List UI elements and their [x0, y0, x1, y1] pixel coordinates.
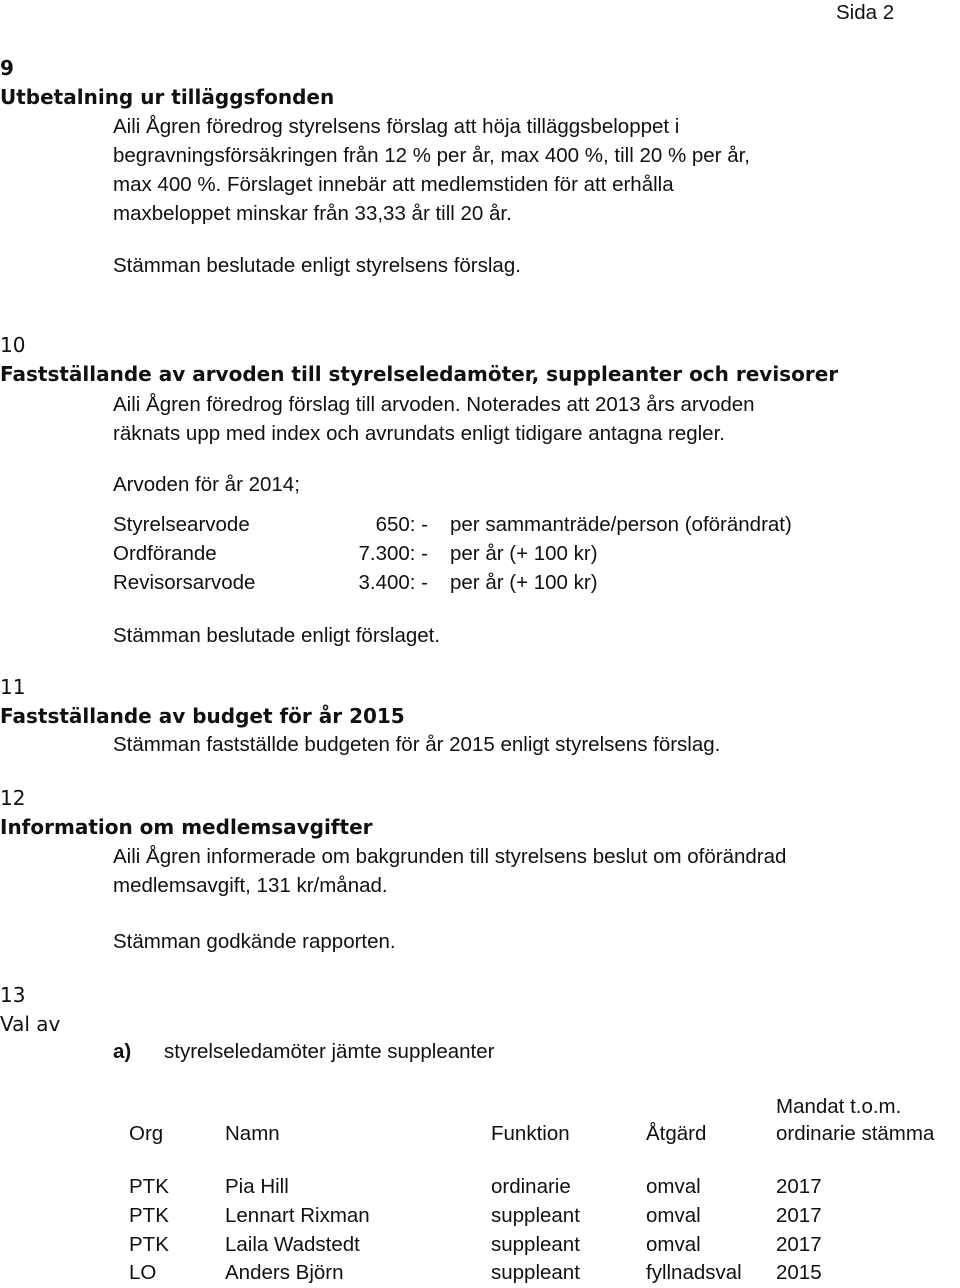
section-10-decision: Stämman beslutade enligt förslaget.: [113, 624, 441, 647]
section-13-title: Val av: [0, 1012, 61, 1036]
section-9-title: Utbetalning ur tilläggsfonden: [0, 85, 335, 109]
cell-org: PTK: [129, 1204, 169, 1227]
fee-note: per år (+ 100 kr): [450, 542, 598, 565]
fee-label: Styrelsearvode: [113, 513, 250, 536]
section-10-body: [113, 390, 755, 448]
fees-title: Arvoden för år 2014;: [113, 473, 300, 496]
header-atgard: Åtgärd: [646, 1122, 707, 1145]
fee-label: Ordförande: [113, 542, 217, 565]
cell-atgard: fyllnadsval: [646, 1261, 742, 1284]
cell-namn: Anders Björn: [225, 1261, 344, 1284]
section-9-decision: Stämman beslutade enligt styrelsens förslag.: [113, 254, 521, 277]
fee-amount: 7.300: -: [358, 542, 428, 565]
cell-namn: Laila Wadstedt: [225, 1233, 360, 1256]
fee-note: per sammanträde/person (oförändrat): [450, 513, 792, 536]
subsection-letter: a): [113, 1040, 132, 1063]
body-line: Aili Ågren informerade om bakgrunden till styrelsens beslut om oförändrad: [113, 845, 787, 868]
section-10-title: Fastställande av arvoden till styrelseledamöter, suppleanter och revisorer: [0, 362, 839, 386]
section-12-decision: Stämman godkände rapporten.: [113, 930, 396, 953]
section-12-body: [113, 842, 786, 900]
cell-mandat: 2017: [776, 1175, 822, 1198]
cell-namn: Pia Hill: [225, 1175, 289, 1198]
body-line: maxbeloppet minskar från 33,33 år till 20 år.: [113, 202, 512, 225]
cell-atgard: omval: [646, 1204, 701, 1227]
cell-org: PTK: [129, 1175, 169, 1198]
body-line: Aili Ågren föredrog styrelsens förslag att höja tilläggsbeloppet i: [113, 115, 680, 138]
cell-org: PTK: [129, 1233, 169, 1256]
section-11-number: 11: [0, 675, 26, 699]
cell-atgard: omval: [646, 1175, 701, 1198]
cell-org: LO: [129, 1261, 157, 1284]
cell-mandat: 2017: [776, 1204, 822, 1227]
body-line: begravningsförsäkringen från 12 % per år, max 400 %, till 20 % per år,: [113, 144, 750, 167]
header-mandat-line1: Mandat t.o.m.: [776, 1095, 902, 1118]
section-10-number: 10: [0, 333, 26, 357]
section-11-title: Fastställande av budget för år 2015: [0, 704, 405, 728]
cell-funktion: suppleant: [491, 1204, 580, 1227]
section-9-number: 9: [0, 56, 14, 80]
cell-funktion: ordinarie: [491, 1175, 571, 1198]
section-12-title: Information om medlemsavgifter: [0, 815, 373, 839]
cell-funktion: suppleant: [491, 1261, 580, 1284]
fee-label: Revisorsarvode: [113, 571, 256, 594]
body-line: medlemsavgift, 131 kr/månad.: [113, 874, 388, 897]
header-funktion: Funktion: [491, 1122, 570, 1145]
cell-mandat: 2015: [776, 1261, 822, 1284]
fee-note: per år (+ 100 kr): [450, 571, 598, 594]
cell-funktion: suppleant: [491, 1233, 580, 1256]
cell-atgard: omval: [646, 1233, 701, 1256]
header-namn: Namn: [225, 1122, 280, 1145]
section-11-text: Stämman fastställde budgeten för år 2015 enligt styrelsens förslag.: [113, 733, 721, 756]
subsection-text: styrelseledamöter jämte suppleanter: [164, 1040, 495, 1063]
page-label: Sida 2: [836, 1, 895, 24]
fee-amount: 650: -: [375, 513, 428, 536]
section-12-number: 12: [0, 786, 26, 810]
section-9-body: [113, 112, 750, 228]
header-org: Org: [129, 1122, 164, 1145]
body-line: Aili Ågren föredrog förslag till arvoden. Noterades att 2013 års arvoden: [113, 393, 755, 416]
fee-amount: 3.400: -: [358, 571, 428, 594]
header-mandat-line2: ordinarie stämma: [776, 1122, 935, 1145]
body-line: max 400 %. Förslaget innebär att medlemstiden för att erhålla: [113, 173, 674, 196]
cell-mandat: 2017: [776, 1233, 822, 1256]
body-line: räknats upp med index och avrundats enligt tidigare antagna regler.: [113, 422, 725, 445]
section-13-number: 13: [0, 983, 26, 1007]
cell-namn: Lennart Rixman: [225, 1204, 370, 1227]
